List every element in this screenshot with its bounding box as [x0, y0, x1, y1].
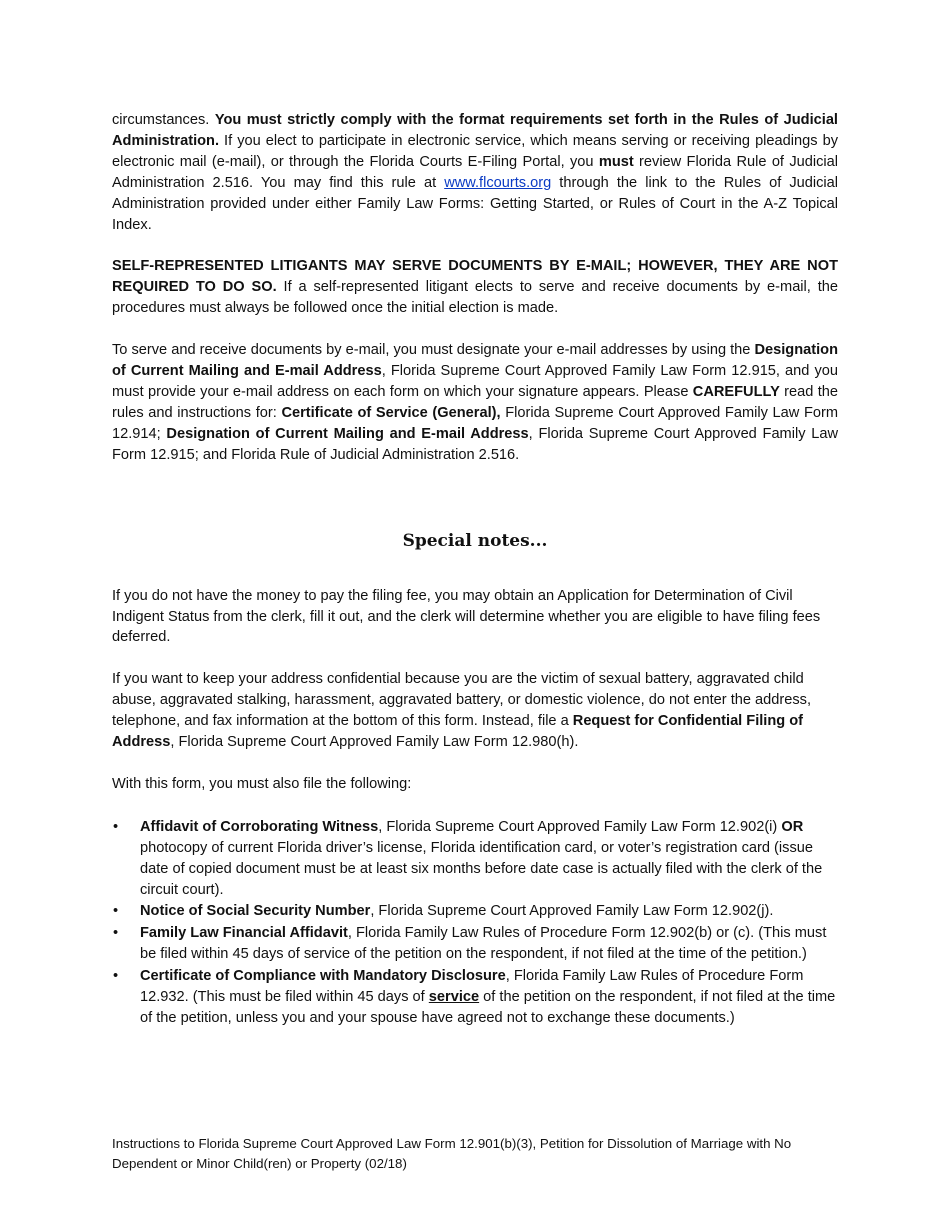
special-notes-heading: Special notes...: [402, 530, 548, 551]
required-documents-list: [112, 817, 838, 1029]
bullet-icon: •: [113, 968, 119, 985]
paragraph-format-requirements: circumstances. You must strictly comply with the format requirements set forth in the Rules of Judicial Administration. If you elect to participate in electronic service, which means serving or receiving pleadings by electronic mail (e-mail), or through the Florida Courts E-Filing Portal, you must review Florida Rule of Judicial Administration 2.516. You may find this rule at www.flcourts.org through the link to the Rules of Judicial Administration provided under either Family Law Forms: Getting Started, or Rules of Court in the A-Z Topical Index.: [112, 112, 839, 233]
flcourts-link[interactable]: www.flcourts.org: [444, 174, 552, 191]
paragraph-confidential-address: If you want to keep your address confidential because you are the victim of sexual battery, aggravated child abuse, aggravated stalking, harassment, aggravated battery, or domestic violence, do not enter the address, telephone, and fax information at the bottom of this form. Instead, file a Request for Confidential Filing of Address, Florida Supreme Court Approved Family Law Form 12.980(h).: [112, 671, 812, 751]
bullet-icon: •: [113, 818, 119, 835]
list-item: • Family Law Financial Affidavit, Florida Family Law Rules of Procedure Form 12.902(b) or (c). (This must be filed within 45 days of service of the petition on the respondent, if not filed at the time of the petition.): [113, 925, 827, 963]
bullet-icon: •: [113, 925, 119, 942]
paragraph-also-file: With this form, you must also file the following:: [112, 775, 412, 792]
bullet-icon: •: [113, 903, 119, 920]
list-item: • Certificate of Compliance with Mandatory Disclosure, Florida Family Law Rules of Procedure Form 12.932. (This must be filed within 45 days of service of the petition on the respondent, if not filed at the time of the petition, unless you and your spouse have agreed not to exchange these documents.): [113, 968, 836, 1026]
paragraph-filing-fee: If you do not have the money to pay the filing fee, you may obtain an Application for Determination of Civil Indigent Status from the clerk, fill it out, and the clerk will determine whether you are eligible to have filing fees deferred.: [112, 587, 821, 646]
paragraph-self-represented: SELF-REPRESENTED LITIGANTS MAY SERVE DOCUMENTS BY E-MAIL; HOWEVER, THEY ARE NOT REQUIRED TO DO SO. If a self-represented litigant elects to serve and receive documents by e-mail, the procedures must always be followed once the initial election is made.: [112, 258, 838, 317]
list-item: • Notice of Social Security Number, Florida Supreme Court Approved Family Law Form 12.902(j).: [112, 901, 838, 922]
list-item: • Affidavit of Corroborating Witness, Florida Supreme Court Approved Family Law Form 12.902(i) OR photocopy of current Florida driver’s license, Florida identification card, or voter’s registration card (issue date of copied document must be at least six months before date case is actually filed with the clerk of the circuit court).: [113, 818, 823, 898]
document-body: [112, 110, 838, 1030]
page-footer: Instructions to Florida Supreme Court Approved Law Form 12.901(b)(3), Petition for Dissolution of Marriage with No Dependent or Minor Child(ren) or Property (02/18): [112, 1136, 792, 1171]
paragraph-email-service: To serve and receive documents by e-mail, you must designate your e-mail addresses by using the Designation of Current Mailing and E-mail Address, Florida Supreme Court Approved Family Law Form 12.915, and you must provide your e-mail address on each form on which your signature appears. Please CAREFULLY read the rules and instructions for: Certificate of Service (General), Florida Supreme Court Approved Family Law Form 12.914; Designation of Current Mailing and E-mail Address, Florida Supreme Court Approved Family Law Form 12.915; and Florida Rule of Judicial Administration 2.516.: [112, 342, 838, 463]
